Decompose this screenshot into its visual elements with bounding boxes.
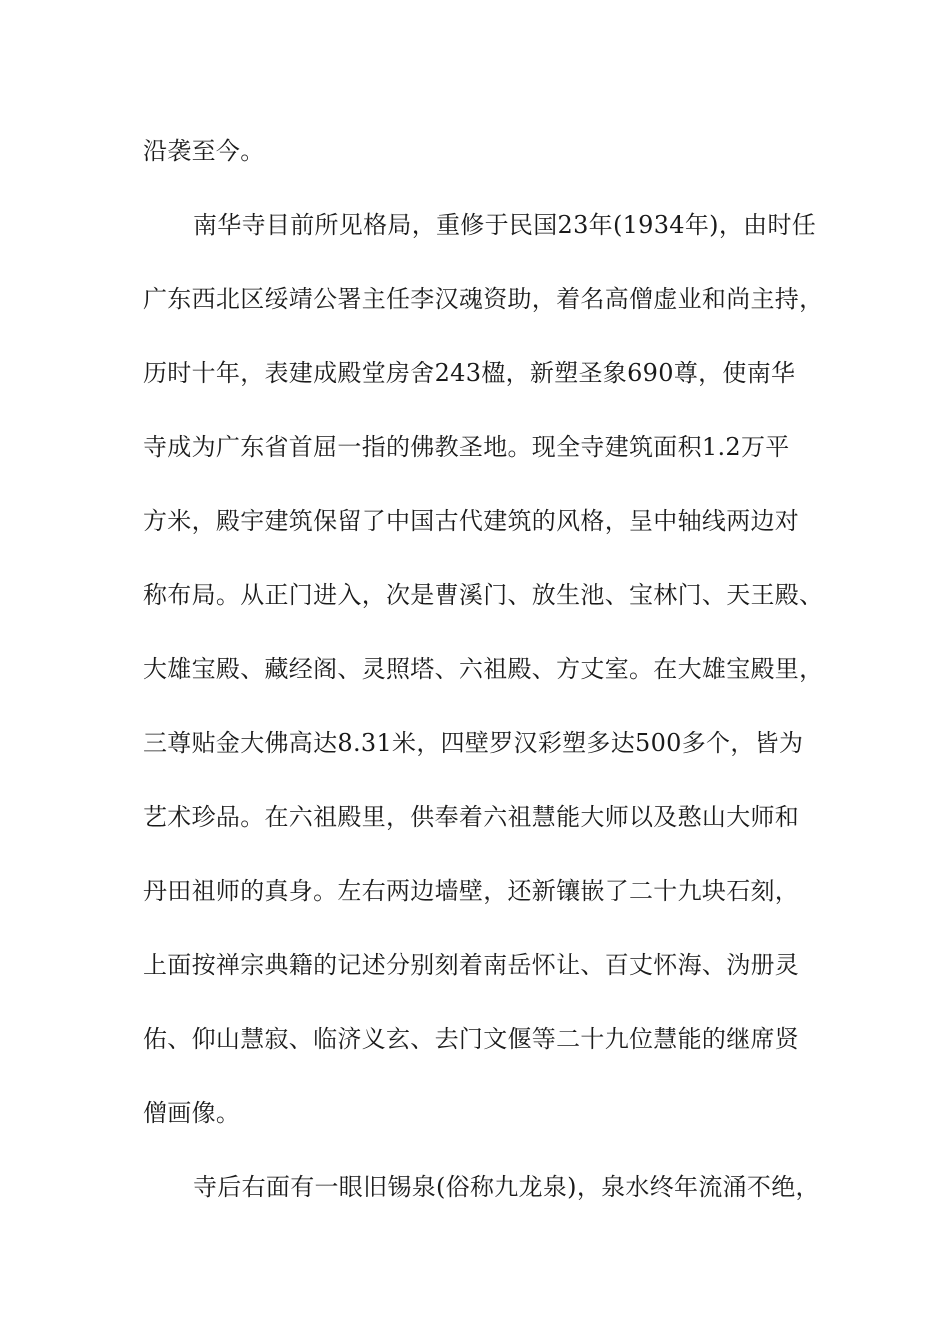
text-line: 三尊贴金大佛高达8.31米，四壁罗汉彩塑多达500多个，皆为 bbox=[143, 729, 804, 757]
text-line: 艺术珍品。在六祖殿里，供奉着六祖慧能大师以及憨山大师和 bbox=[143, 803, 800, 831]
text-line: 大雄宝殿、藏经阁、灵照塔、六祖殿、方丈室。在大雄宝殿里， bbox=[143, 655, 824, 683]
text-line: 僧画像。 bbox=[143, 1099, 241, 1127]
text-line: 方米，殿宇建筑保留了中国古代建筑的风格，呈中轴线两边对 bbox=[143, 507, 800, 535]
text-line: 广东西北区绥靖公署主任李汉魂资助，着名高僧虚业和尚主持， bbox=[143, 285, 824, 313]
text-line: 丹田祖师的真身。左右两边墙壁，还新镶嵌了二十九块石刻， bbox=[143, 877, 800, 905]
paragraph-start-line: 寺后右面有一眼旧锡泉(俗称九龙泉)，泉水终年流涌不绝， bbox=[193, 1173, 820, 1201]
text-line: 上面按禅宗典籍的记述分别刻着南岳怀让、百丈怀海、沩册灵 bbox=[143, 951, 800, 979]
text-line: 历时十年，表建成殿堂房舍243楹，新塑圣象690尊，使南华 bbox=[143, 359, 796, 387]
paragraph-start-line: 南华寺目前所见格局，重修于民国23年(1934年)，由时任 bbox=[193, 211, 817, 239]
text-line: 寺成为广东省首屈一指的佛教圣地。现全寺建筑面积1.2万平 bbox=[143, 433, 790, 461]
text-line: 沿袭至今。 bbox=[143, 137, 265, 165]
text-line: 称布局。从正门进入，次是曹溪门、放生池、宝林门、天王殿、 bbox=[143, 581, 824, 609]
text-line: 佑、仰山慧寂、临济义玄、去门文偃等二十九位慧能的继席贤 bbox=[143, 1025, 800, 1053]
